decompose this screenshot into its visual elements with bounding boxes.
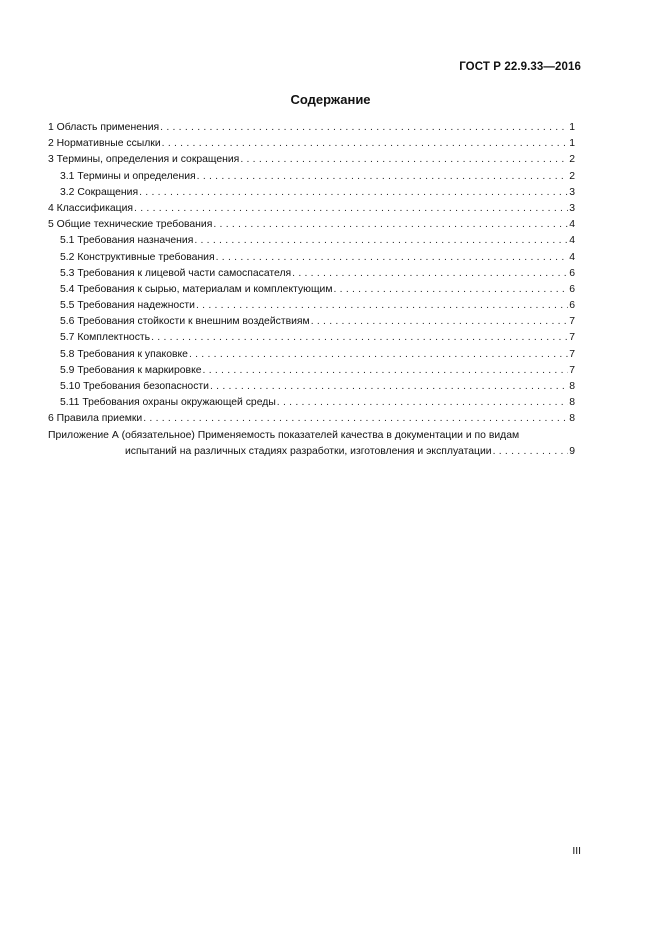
toc-leader-dots	[203, 363, 569, 379]
toc-item-label: 5 Общие технические требования	[48, 219, 213, 231]
toc-item-2[interactable]	[48, 136, 575, 152]
toc-item-5-6[interactable]	[48, 314, 575, 330]
toc-item-page: 4	[569, 235, 575, 247]
toc-leader-dots	[493, 444, 569, 460]
toc-item-page: 6	[569, 283, 575, 295]
toc-item-page: 8	[569, 413, 575, 425]
toc-item-label: 3 Термины, определения и сокращения	[48, 154, 240, 166]
toc-leader-dots	[151, 330, 568, 346]
toc-item-label: 2 Нормативные ссылки	[48, 138, 161, 150]
table-of-contents	[48, 120, 575, 460]
toc-leader-dots	[160, 120, 568, 136]
toc-leader-dots	[311, 314, 569, 330]
toc-item-5-11[interactable]	[48, 395, 575, 411]
toc-item-page: 4	[569, 219, 575, 231]
toc-leader-dots	[213, 217, 568, 233]
toc-item-5-2[interactable]	[48, 250, 575, 266]
toc-item-page: 9	[569, 445, 575, 457]
toc-leader-dots	[197, 169, 569, 185]
toc-leader-dots	[143, 411, 568, 427]
toc-item-label: 5.8 Требования к упаковке	[60, 348, 188, 360]
toc-item-page: 7	[569, 364, 575, 376]
toc-appendix-continuation	[48, 444, 575, 460]
toc-item-5[interactable]	[48, 217, 575, 233]
toc-item-page: 1	[569, 122, 575, 133]
toc-item-label: 5.6 Требования стойкости к внешним воздействиям	[60, 316, 310, 328]
toc-item-5-9[interactable]	[48, 363, 575, 379]
toc-item-page: 7	[569, 316, 575, 328]
toc-leader-dots	[240, 152, 568, 168]
toc-item-4[interactable]	[48, 201, 575, 217]
toc-item-label: 5.5 Требования надежности	[60, 300, 195, 312]
toc-item-page: 1	[569, 138, 575, 150]
toc-item-1[interactable]	[48, 120, 575, 136]
toc-item-label: 3.2 Сокращения	[60, 186, 139, 198]
toc-leader-dots	[139, 185, 568, 201]
toc-item-label: 4 Классификация	[48, 202, 134, 214]
toc-item-page: 3	[569, 186, 575, 198]
toc-leader-dots	[292, 266, 568, 282]
toc-leader-dots	[210, 379, 568, 395]
toc-leader-dots	[333, 282, 568, 298]
toc-item-page: 2	[569, 154, 575, 166]
toc-item-label: 3.1 Термины и определения	[60, 170, 196, 182]
toc-item-page: 2	[569, 170, 575, 182]
toc-item-5-3[interactable]	[48, 266, 575, 282]
page-number: III	[572, 846, 581, 857]
toc-item-label: 5.10 Требования безопасности	[60, 381, 209, 392]
toc-item-5-4[interactable]	[48, 282, 575, 298]
toc-item-5-7[interactable]	[48, 330, 575, 346]
toc-item-page: 6	[569, 300, 575, 312]
toc-item-label: 5.9 Требования к маркировке	[60, 364, 202, 376]
toc-item-3[interactable]	[48, 152, 575, 168]
toc-item-3-1[interactable]	[48, 169, 575, 185]
toc-item-label: 5.11 Требования охраны окружающей среды	[60, 397, 276, 409]
toc-leader-dots	[216, 250, 569, 266]
toc-item-appendix-a[interactable]	[48, 428, 575, 460]
toc-item-page: 8	[569, 381, 575, 392]
toc-item-5-5[interactable]	[48, 298, 575, 314]
toc-item-6[interactable]	[48, 411, 575, 427]
toc-item-label: 5.2 Конструктивные требования	[60, 251, 215, 263]
toc-item-label: 1 Область применения	[48, 122, 160, 133]
document-code: ГОСТ Р 22.9.33—2016	[459, 61, 581, 73]
toc-item-page: 8	[569, 397, 575, 409]
toc-item-label: 6 Правила приемки	[48, 413, 143, 425]
toc-item-page: 7	[569, 332, 575, 344]
toc-item-page: 6	[569, 267, 575, 279]
toc-item-page: 7	[569, 348, 575, 360]
toc-item-5-8[interactable]	[48, 347, 575, 363]
toc-leader-dots	[162, 136, 569, 152]
toc-leader-dots	[189, 347, 568, 363]
toc-item-label: 5.7 Комплектность	[60, 332, 151, 344]
toc-title: Содержание	[290, 92, 371, 107]
toc-leader-dots	[277, 395, 568, 411]
toc-item-page: 3	[569, 202, 575, 214]
toc-leader-dots	[134, 201, 568, 217]
toc-leader-dots	[196, 298, 568, 314]
toc-appendix-title: Приложение А (обязательное) Применяемость показателей качества в документации и по видам	[48, 429, 520, 441]
toc-item-3-2[interactable]	[48, 185, 575, 201]
toc-item-label: 5.3 Требования к лицевой части самоспасателя	[60, 267, 292, 279]
toc-appendix-label: испытаний на различных стадиях разработки, изготовления и эксплуатации	[125, 445, 492, 457]
toc-item-5-1[interactable]	[48, 233, 575, 249]
toc-leader-dots	[194, 233, 568, 249]
toc-item-label: 5.1 Требования назначения	[60, 235, 194, 247]
toc-item-page: 4	[569, 251, 575, 263]
toc-item-5-10[interactable]	[48, 379, 575, 395]
toc-item-label: 5.4 Требования к сырью, материалам и комплектующим	[60, 283, 333, 295]
